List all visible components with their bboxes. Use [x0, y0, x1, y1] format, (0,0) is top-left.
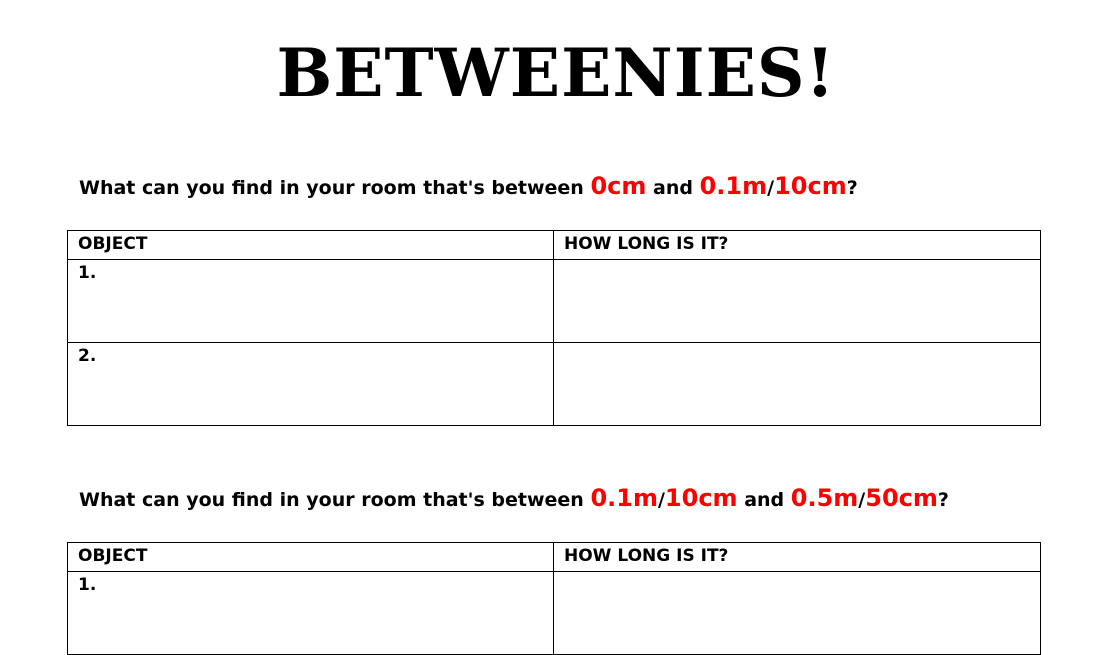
- question-1-range-high-m: 0.1m: [699, 172, 768, 200]
- object-cell[interactable]: [68, 343, 554, 426]
- table-header-row: [68, 231, 1041, 260]
- table-header-row: [68, 543, 1041, 572]
- length-cell[interactable]: [554, 343, 1041, 426]
- question-2-and: and: [744, 489, 785, 511]
- question-1-range-low: 0cm: [590, 172, 647, 200]
- question-2-range-low-m: 0.1m: [590, 484, 658, 512]
- question-2-prefix: What can you find in your room that's between: [79, 489, 584, 511]
- question-2-range-high-m: 0.5m: [790, 484, 859, 512]
- row-number: 1.: [78, 263, 97, 283]
- row-number: 2.: [78, 346, 97, 366]
- table-row: [68, 572, 1041, 655]
- length-column-header: HOW LONG IS IT?: [554, 231, 1041, 260]
- answer-table-1: [67, 230, 1041, 426]
- question-2-range-low-cm: 10cm: [664, 484, 738, 512]
- question-1-range-high-cm: 10cm: [774, 172, 847, 200]
- question-1-slash: /: [767, 177, 775, 199]
- row-number: 1.: [78, 575, 97, 595]
- length-cell[interactable]: [554, 572, 1041, 655]
- question-2-slash-2: /: [858, 489, 866, 511]
- object-cell[interactable]: [68, 572, 554, 655]
- question-1-and: and: [653, 177, 693, 199]
- question-2: [79, 486, 949, 510]
- object-column-header: OBJECT: [68, 543, 554, 572]
- length-column-header: HOW LONG IS IT?: [554, 543, 1041, 572]
- worksheet-title: BETWEENIES!: [276, 34, 836, 112]
- length-cell[interactable]: [554, 260, 1041, 343]
- object-cell[interactable]: [68, 260, 554, 343]
- table-row: [68, 260, 1041, 343]
- table-row: [68, 343, 1041, 426]
- question-1-end: ?: [846, 177, 858, 199]
- question-2-range-high-cm: 50cm: [865, 484, 938, 512]
- question-2-end: ?: [937, 489, 949, 511]
- question-1-prefix: What can you find in your room that's between: [79, 177, 584, 199]
- question-1: [79, 174, 858, 198]
- question-2-slash-1: /: [657, 489, 665, 511]
- object-column-header: OBJECT: [68, 231, 554, 260]
- answer-table-2: [67, 542, 1041, 655]
